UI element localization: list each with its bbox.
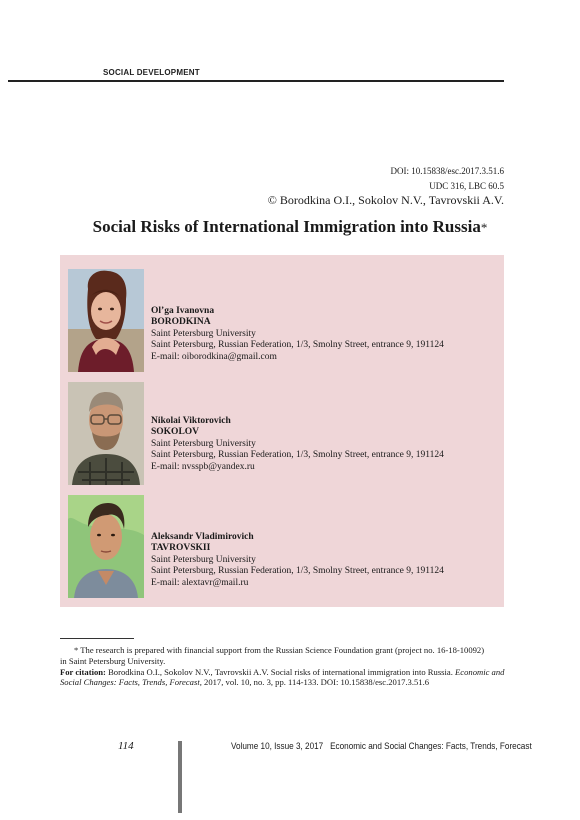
author-photo <box>68 382 144 485</box>
header-rule <box>8 80 504 82</box>
author-surname: SOKOLOV <box>151 427 200 438</box>
author-address: Saint Petersburg, Russian Federation, 1/3, Smolny Street, entrance 9, 191124 <box>151 566 444 577</box>
citation-details: 2017, vol. 10, no. 3, pp. 114-133. DOI: 10.15838/esc.2017.3.51.6 <box>204 677 430 688</box>
author-photo <box>68 495 144 598</box>
author-card <box>60 258 504 362</box>
footer-bar <box>178 741 182 813</box>
citation-journal: Economic and Social Changes: Facts, Trends, Forecast, <box>60 666 505 688</box>
footnote <box>60 645 508 688</box>
author-given-names: Aleksandr Vladimirovich <box>151 532 254 542</box>
article-title <box>0 217 580 237</box>
author-photo <box>68 269 144 372</box>
author-email: E-mail: alextavr@mail.ru <box>151 577 249 588</box>
footnote-grant-line-1: * The research is prepared with financial support from the Russian Science Foundation grant (project no. 16-18-10092) <box>74 645 485 655</box>
footnote-grant-line-2: in Saint Petersburg University. <box>60 655 166 666</box>
author-surname: TAVROVSKII <box>151 543 211 554</box>
section-label: SOCIAL DEVELOPMENT <box>103 68 200 77</box>
journal-name: Economic and Social Changes: Facts, Trends, Forecast <box>330 741 532 752</box>
author-email: E-mail: nvsspb@yandex.ru <box>151 461 255 472</box>
footnote-citation <box>60 667 508 689</box>
citation-label: For citation: <box>60 666 106 677</box>
journal-issue: Volume 10, Issue 3, 2017 <box>231 741 324 752</box>
citation-text: Borodkina O.I., Sokolov N.V., Tavrovskii A.V. Social risks of international immigration into Russia. <box>108 666 453 677</box>
authors-box <box>60 255 504 607</box>
author-affiliation: Saint Petersburg University <box>151 328 256 339</box>
udc-line: UDC 316, LBC 60.5 <box>429 181 504 191</box>
author-affiliation: Saint Petersburg University <box>151 438 256 449</box>
author-given-names: Nikolai Viktorovich <box>151 416 231 426</box>
footnote-rule <box>60 638 134 639</box>
author-address: Saint Petersburg, Russian Federation, 1/3, Smolny Street, entrance 9, 191124 <box>151 450 444 461</box>
author-affiliation: Saint Petersburg University <box>151 554 256 565</box>
author-text <box>151 306 444 363</box>
copyright-line: © Borodkina O.I., Sokolov N.V., Tavrovskii A.V. <box>267 193 504 207</box>
author-email: E-mail: oiborodkina@gmail.com <box>151 351 277 362</box>
doi-line: DOI: 10.15838/esc.2017.3.51.6 <box>390 166 504 176</box>
author-given-names: Ol’ga Ivanovna <box>151 306 215 316</box>
article-title-text: Social Risks of International Immigration into Russia <box>92 217 481 236</box>
title-footnote-marker: * <box>480 220 488 235</box>
author-card <box>60 371 504 475</box>
author-text <box>151 416 444 473</box>
author-text <box>151 532 444 589</box>
journal-info <box>231 741 532 752</box>
author-surname: BORODKINA <box>151 317 211 328</box>
author-address: Saint Petersburg, Russian Federation, 1/3, Smolny Street, entrance 9, 191124 <box>151 340 444 351</box>
page-number: 114 <box>118 740 134 752</box>
author-card <box>60 484 504 588</box>
